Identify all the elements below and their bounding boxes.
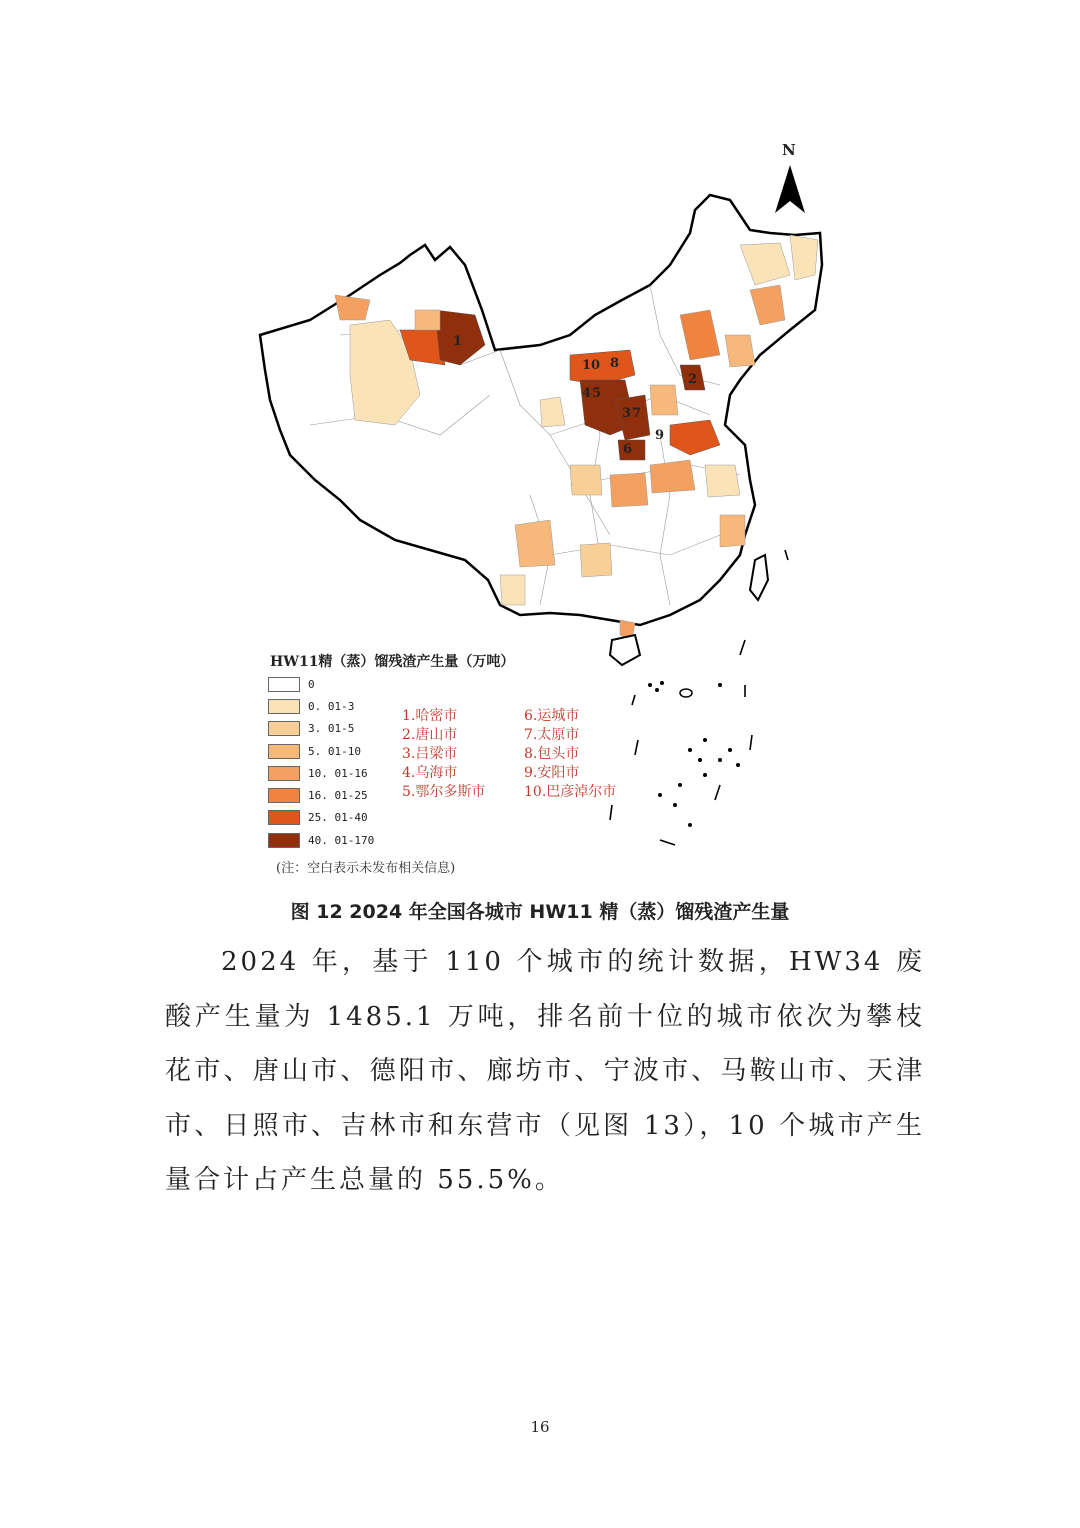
figure-caption: 图 12 2024 年全国各城市 HW11 精（蒸）馏残渣产生量 <box>290 901 790 923</box>
legend-swatch <box>268 810 300 825</box>
legend-swatch <box>268 677 300 692</box>
map-number-10: 10 <box>582 358 601 373</box>
top-city-item: 7.太原市 <box>524 727 580 743</box>
legend-swatch <box>268 788 300 803</box>
legend-row <box>268 718 374 740</box>
legend-row <box>268 740 374 762</box>
map-number-3: 3 <box>622 406 632 421</box>
map-number-2: 2 <box>688 372 698 387</box>
china-map-figure <box>250 135 840 876</box>
legend-swatch <box>268 833 300 848</box>
legend-label: 10. 01-16 <box>308 766 368 780</box>
north-arrow-icon <box>775 165 805 213</box>
paragraph: 2024 年，基于 110 个城市的统计数据，HW34 废酸产生量为 1485.1 万吨，排名前十位的城市依次为攀枝花市、唐山市、德阳市、廊坊市、宁波市、马鞍山市、天津市、日照市、吉林市和东营市（见图 13），10 个城市产生量合计占产生总量的 55.5%。 <box>165 947 925 1195</box>
map-number-7: 7 <box>632 406 642 421</box>
taiwan-outline <box>750 555 768 600</box>
top-city-item: 9.安阳市 <box>524 765 580 781</box>
legend-swatch <box>268 721 300 736</box>
legend-row <box>268 673 374 695</box>
legend-label: 16. 01-25 <box>308 789 368 803</box>
body-text <box>165 935 925 1208</box>
legend-title: HW11精（蒸）馏残渣产生量（万吨） <box>270 654 515 670</box>
top-city-item: 3.吕梁市 <box>402 746 458 762</box>
top-city-item: 5.鄂尔多斯市 <box>402 784 486 800</box>
map-number-9: 9 <box>655 428 665 443</box>
page-number: 16 <box>530 1418 550 1436</box>
legend-row <box>268 807 374 829</box>
top-city-item: 8.包头市 <box>524 746 580 762</box>
map-number-1: 1 <box>453 334 463 349</box>
legend-swatch <box>268 766 300 781</box>
legend-row <box>268 784 374 806</box>
legend-label: 0 <box>308 677 315 691</box>
top-cities-list-left <box>402 707 485 802</box>
legend-swatch <box>268 699 300 714</box>
top-city-item: 6.运城市 <box>524 708 580 724</box>
legend-swatch <box>268 744 300 759</box>
legend-label: 5. 01-10 <box>308 744 361 758</box>
legend-row <box>268 695 374 717</box>
top-city-item: 1.哈密市 <box>402 708 458 724</box>
top-city-item: 4.乌海市 <box>402 765 458 781</box>
legend-label: 3. 01-5 <box>308 722 355 736</box>
map-note: (注：空白表示未发布相关信息) <box>276 861 456 876</box>
hainan-outline <box>610 635 640 665</box>
legend-label: 40. 01-170 <box>308 833 375 847</box>
map-number-4: 4 <box>582 386 592 401</box>
legend-row <box>268 829 374 851</box>
legend-label: 0. 01-3 <box>308 699 355 713</box>
top-city-item: 10.巴彦淖尔市 <box>524 784 617 800</box>
map-number-5: 5 <box>592 386 602 401</box>
map-number-8: 8 <box>610 356 620 371</box>
legend-label: 25. 01-40 <box>308 811 368 825</box>
legend <box>268 673 374 851</box>
top-city-item: 2.唐山市 <box>402 727 458 743</box>
north-label: N <box>782 141 796 159</box>
top-cities-list-right <box>524 707 616 802</box>
south-china-sea-islands <box>648 681 740 827</box>
map-number-6: 6 <box>623 442 633 457</box>
legend-row <box>268 762 374 784</box>
